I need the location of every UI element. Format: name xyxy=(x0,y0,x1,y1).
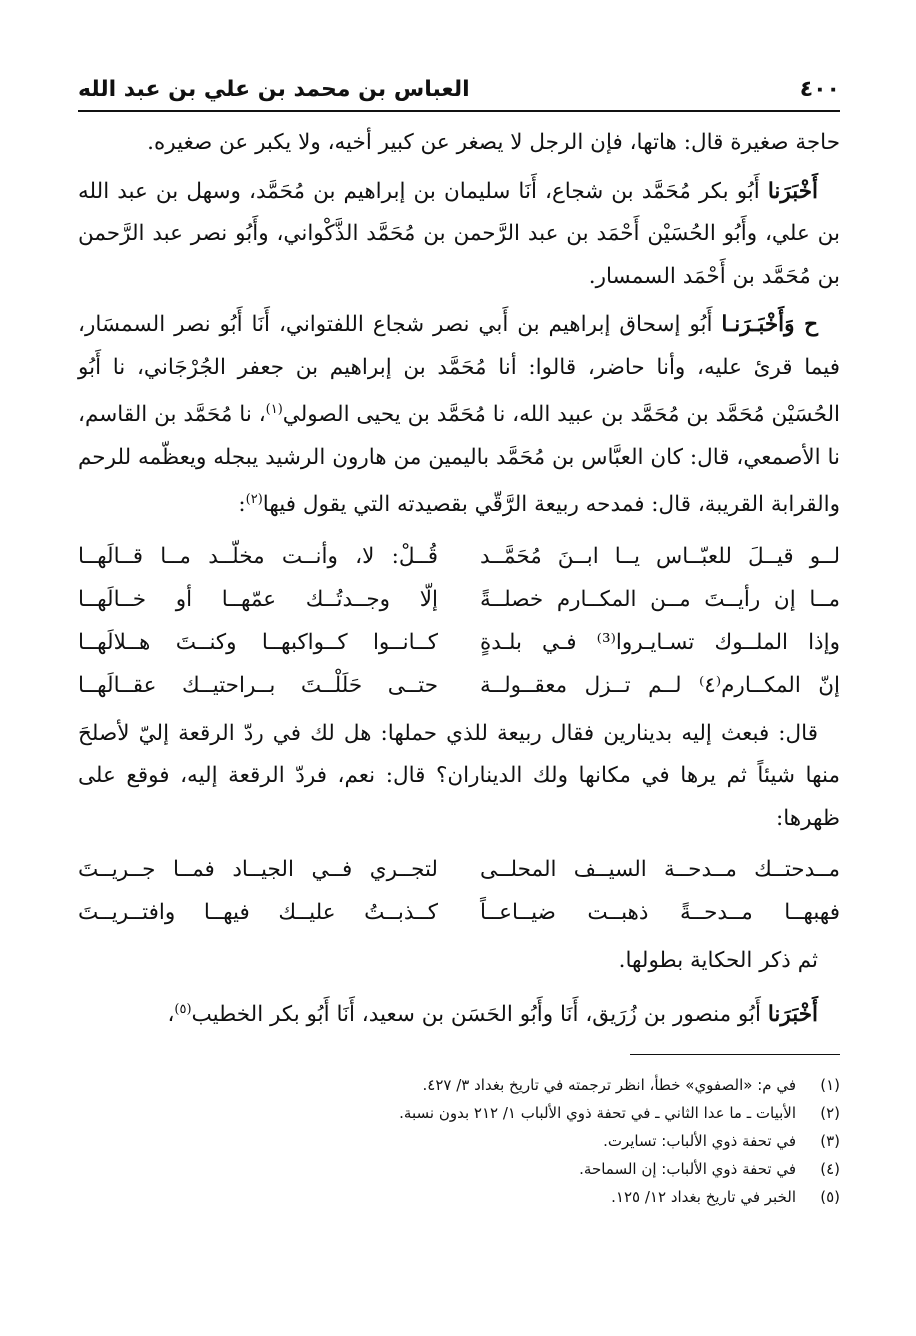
paragraph-6 xyxy=(78,989,840,1037)
verse-first-hemistich: لــو قيــلَ للعبّــاس يــا ابــنَ مُحَمَّــد xyxy=(480,543,840,569)
verse-line xyxy=(78,664,840,707)
akhbarana-keyword: أَخْبَرَنا xyxy=(767,178,818,204)
footnote-text: في تحفة ذوي الألباب: إن السماحة. xyxy=(579,1160,796,1179)
footnote-number: (٥) xyxy=(820,1188,840,1207)
footnote-item xyxy=(78,1127,840,1155)
verse-second-hemistich: إلّا وجــدتُــك عمّهــا أو خــالَهــا xyxy=(78,586,438,612)
paragraph-1 xyxy=(78,122,840,165)
paragraph-5 xyxy=(78,940,840,983)
footnote-ref-5: (٥) xyxy=(174,1001,192,1017)
footnote-text: في م: «الصفوي» خطأ، انظر ترجمته في تاريخ بغداد ٣/ ٤٢٧. xyxy=(422,1076,796,1095)
paragraph-6-text-b: ، xyxy=(167,1001,175,1027)
verse-second-hemistich: قُــلْ: لا، وأنــت مخلّــد مــا قــالَهــا xyxy=(78,543,438,569)
poem-2 xyxy=(78,848,840,934)
poem-1 xyxy=(78,535,840,707)
footnote-item xyxy=(78,1099,840,1127)
paragraph-3-text: أَبُو إسحاق إبراهيم بن أَبي نصر شجاع اللفتواني، أَنَا أَبُو نصر السمسَار، فيما قرئ عليه، وأنا حاضر، قالوا: أنا مُحَمَّد بن إبراهيم بن جعفر الجُرْجَاني، نا أَبُو الحُسَيْن مُحَمَّد بن مُحَمَّد بن عبيد الله، نا مُحَمَّد بن يحيى الصولي xyxy=(78,312,840,428)
verse-line xyxy=(78,578,840,621)
footnotes xyxy=(78,1071,840,1211)
akhbarana-keyword: أَخْبَرَنا xyxy=(767,1001,818,1027)
book-page xyxy=(78,72,840,1211)
page-number: ٤٠٠ xyxy=(799,77,840,102)
paragraph-5-text: ثم ذكر الحكاية بطولها. xyxy=(618,948,818,974)
paragraph-2 xyxy=(78,171,840,299)
wa-akhbarana-keyword: ح وَأَخْبَـرَنـا xyxy=(721,312,818,337)
paragraph-2-text: أَبُو بكر مُحَمَّد بن شجاع، أَنَا سليمان بن إبراهيم بن مُحَمَّد، وسهل بن عبد الله بن علي، وأَبُو الحُسَيْن أَحْمَد بن عبد الرَّحمن بن مُحَمَّد الذَّكْواني، وأَبُو نصر عبد الرَّحمن بن مُحَمَّد بن أَحْمَد السمسار. xyxy=(78,178,840,289)
running-title: العباس بن محمد بن علي بن عبد الله xyxy=(78,77,470,102)
verse-second-hemistich: كــذبــتُ عليــك فيهــا وافتــريــتَ xyxy=(78,900,438,926)
paragraph-3-text-b: ، نا مُحَمَّد بن القاسم، نا الأصمعي، قال: كان العبَّاس بن مُحَمَّد باليمين من هارون الرشيد يبجله ويعظّمه للرحم والقرابة القريبة، قال: فمدحه ربيعة الرَّقّي بقصيدته التي يقول فيها xyxy=(78,402,840,518)
footnote-text: الخبر في تاريخ بغداد ١٢/ ١٢٥. xyxy=(611,1188,796,1207)
paragraph-3-text-c: : xyxy=(238,492,246,518)
footnote-number: (٢) xyxy=(820,1104,840,1123)
verse-first-hemistich: فهبهــا مــدحــةً ذهبــت ضيــاعــاً xyxy=(480,900,840,926)
footnote-number: (٤) xyxy=(820,1160,840,1179)
verse-first-hemistich: إنّ المكــارم⁽٤⁾ لــم تــزل معقــولــة xyxy=(480,672,840,698)
footnote-number: (١) xyxy=(820,1076,840,1095)
verse-second-hemistich: كــانــوا كــواكبهــا وكنــتَ هــلالَهــا xyxy=(78,629,438,655)
verse-first-hemistich: مــا إن رأيــتَ مــن المكــارم خصلــةً xyxy=(480,586,840,612)
verse-first-hemistich: مــدحتــك مــدحــة السيــف المحلــى xyxy=(480,857,840,883)
verse-second-hemistich: حتــى حَلَلْــتَ بــراحتيــك عقــالَهــا xyxy=(78,672,438,698)
verse-line xyxy=(78,848,840,891)
paragraph-4-text: قال: فبعث إليه بدينارين فقال ربيعة للذي حملها: هل لك في ردّ الرقعة إليّ لأصلحَ منها شيئاً ثم يرها في مكانها ولك الديناران؟ قال: نعم، فردّ الرقعة إليه، فوقع على ظهرها: xyxy=(78,720,840,831)
page-header xyxy=(78,72,840,112)
footnote-number: (٣) xyxy=(820,1132,840,1151)
footnote-ref-1: (١) xyxy=(265,402,283,417)
verse-line xyxy=(78,891,840,934)
paragraph-4 xyxy=(78,713,840,841)
verse-second-hemistich: لتجــري فــي الجيــاد فمــا جــريــتَ xyxy=(78,857,438,883)
verse-line xyxy=(78,621,840,664)
footnote-separator xyxy=(630,1054,840,1055)
verse-first-hemistich: وإذا الملــوك تسـايـروا⁽³⁾ فـي بلـدةٍ xyxy=(480,629,840,655)
main-text xyxy=(78,122,840,1036)
footnote-item xyxy=(78,1183,840,1211)
footnote-item xyxy=(78,1155,840,1183)
footnote-item xyxy=(78,1071,840,1099)
footnote-text: في تحفة ذوي الألباب: تسايرت. xyxy=(603,1132,796,1151)
footnote-text: الأبيات ـ ما عدا الثاني ـ في تحفة ذوي الألباب ١/ ٢١٢ بدون نسبة. xyxy=(399,1104,796,1123)
verse-line xyxy=(78,535,840,578)
paragraph-3 xyxy=(78,304,840,527)
paragraph-6-text: أَبُو منصور بن زُرَيق، أَنَا وأَبُو الحَسَن بن سعيد، أَنَا أَبُو بكر الخطيب xyxy=(191,1001,761,1027)
footnote-ref-2: (٢) xyxy=(245,492,263,508)
paragraph-1-text: حاجة صغيرة قال: هاتها، فإن الرجل لا يصغر عن كبير أخيه، ولا يكبر عن صغيره. xyxy=(147,130,840,155)
